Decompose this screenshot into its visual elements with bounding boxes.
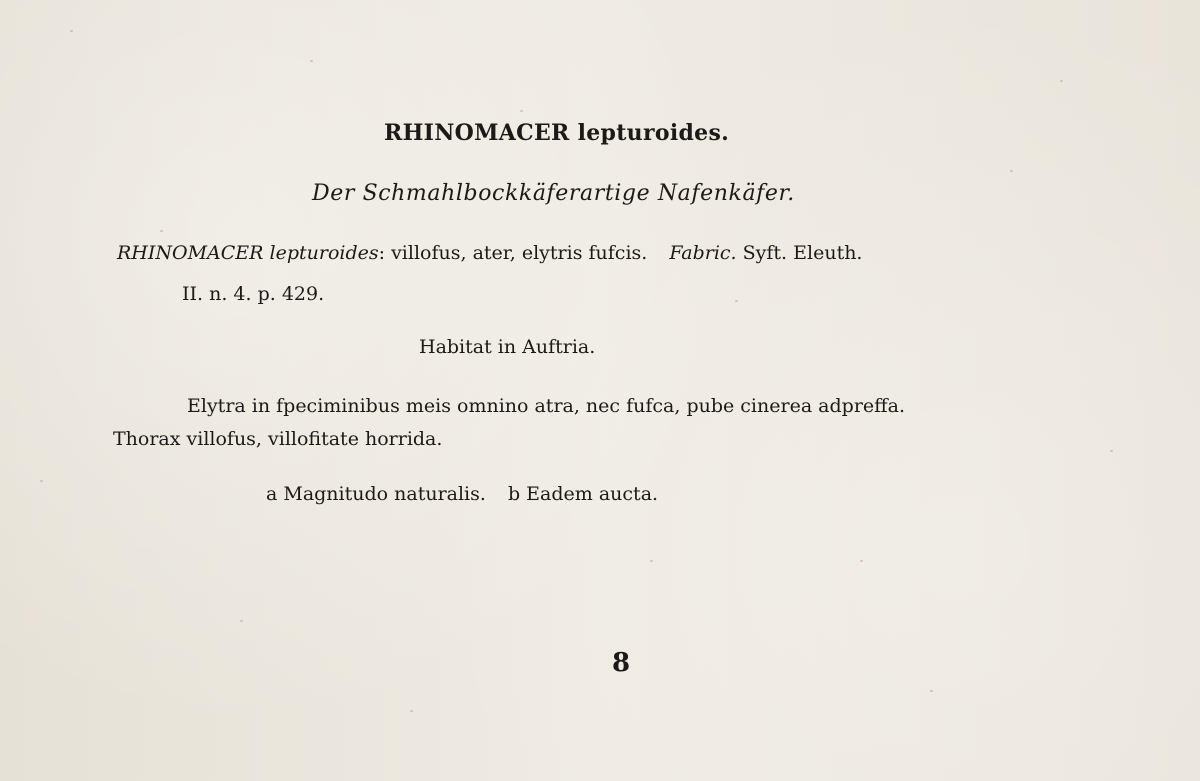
description-line-1: Elytra in fpeciminibus meis omnino atra, nec fufca, pube cinerea adpreffa. [187,395,906,417]
paper-fleck [70,30,73,32]
synonymy-reference-part1: Syft. Eleuth. [742,242,863,264]
paper-fleck [410,710,413,712]
synonymy-genus-species: RHINOMACER lepturoides [117,242,379,264]
paper-fleck [40,480,43,482]
caption-b: b Eadem aucta. [507,483,659,505]
synonymy-line-1 [117,242,862,264]
paper-fleck [520,110,523,112]
paper-fleck [310,60,313,62]
paper-fleck [160,230,163,232]
synonymy-diagnosis: villofus, ater, elytris fufcis. [391,242,648,264]
synonymy-author: Fabric. [669,242,737,264]
page-number: 8 [612,648,631,678]
synonymy-line-2 [182,283,324,305]
paper-fleck [930,690,933,692]
synonymy-separator: : [378,242,386,264]
paper-fleck [1060,80,1063,82]
synonymy-reference-part2: II. n. 4. p. 429. [182,283,325,305]
paper-fleck [1010,170,1013,172]
paper-fleck [240,620,243,622]
german-common-name: Der Schmahlbockkäferartige Nafenkäfer. [312,181,795,206]
paper-fleck [1110,450,1113,452]
paper-fleck [735,300,738,302]
habitat-line: Habitat in Auftria. [419,336,596,358]
figure-captions [266,483,658,505]
paper-fleck [860,560,863,562]
paper-fleck [650,560,653,562]
description-line-2: Thorax villofus, villofitate horrida. [113,428,443,450]
species-title: RHINOMACER lepturoides. [384,120,730,146]
caption-a: a Magnitudo naturalis. [266,483,486,505]
